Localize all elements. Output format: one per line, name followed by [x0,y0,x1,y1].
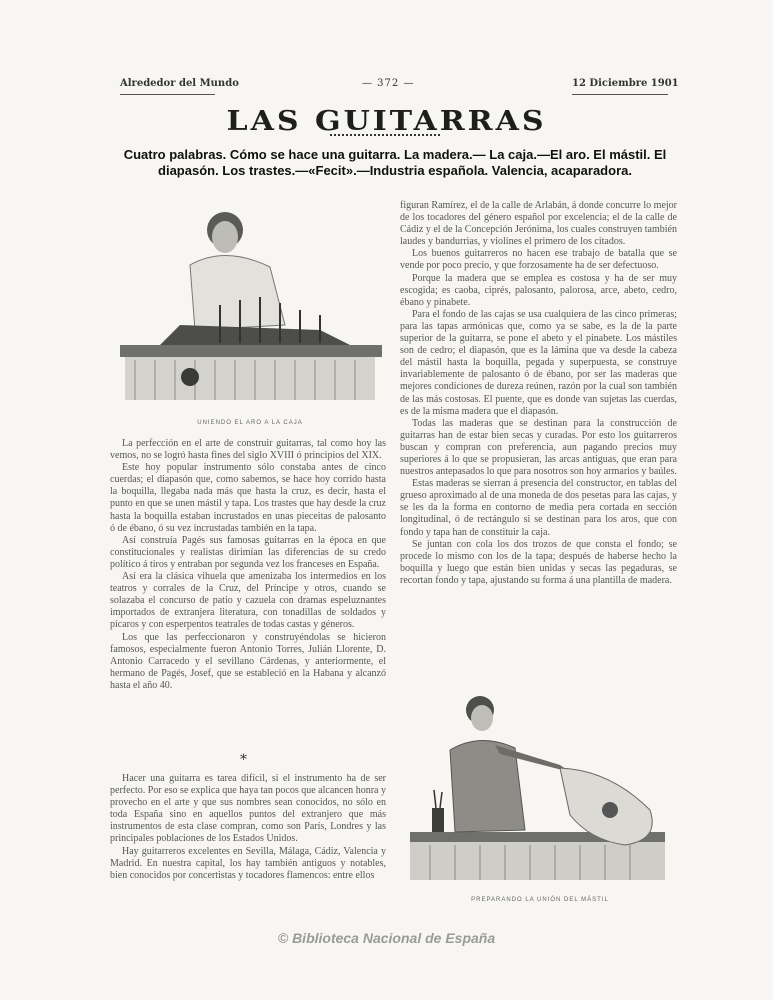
paragraph: Los buenos guitarreros no hacen ese trabajo de batalla que se vende por poco precio, y que forzosamente ha de ser defectuoso. [400,248,677,272]
header-rule-right [572,94,668,95]
article-subtitle: Cuatro palabras. Cómo se hace una guitarra. La madera.— La caja.—El aro. El mástil. El diapasón. Los trastes.—«Fecit».—Industria española. Valencia, acaparadora. [123,147,667,178]
header-rule-left [120,94,215,95]
title-divider [330,134,440,136]
paragraph: Hay guitarreros excelentes en Sevilla, Málaga, Cádiz, Valencia y Madrid. En nuestra capital, los hay también antiguos y notables, bien conocidos por concertistas y tocadores flamencos: entre ellos [110,845,386,881]
issue-date: 12 Diciembre 1901 [572,78,679,89]
left-column-bottom [110,773,386,882]
section-separator: * [240,752,247,768]
paragraph: La perfección en el arte de construir guitarras, tal como hoy las vemos, no se logró hasta fines del siglo XVIII ó principios del XIX. [110,438,386,462]
right-column [400,200,677,587]
paragraph: Para el fondo de las cajas se usa cualquiera de las cinco primeras; para las tapas armónicas que, como ya se sabe, es la de la parte superior de la guitarra, se pone el abeto y el pinabete. Los mástiles son de cedro; el diapasón, que es la lámina que va desde la cabeza del mástil hasta la boquilla, pegada y superpuesta, se construye invariablemente de palosanto ó de ébano, por ser las maderas que mejores condiciones de dureza reúnen, razón por la cual son también de las más costosas. El puente, que es donde van sujetas las cuerdas, es de la misma madera que el diapasón. [400,308,677,417]
article-title: LAS GUITARRAS [226,105,547,138]
paragraph: Hacer una guitarra es tarea difícil, si el instrumento ha de ser perfecto. Por eso se explica que haya tan pocos que alcancen honra y provecho en el arte y que sus nombres sean conocidos, no sólo en toda España sino en aquellos puntos del extranjero que más instrumentos de esta clase compran, como son París, Londres y las principales poblaciones de los Estados Unidos. [110,773,386,845]
copyright-watermark: © Biblioteca Nacional de España [277,930,496,946]
paragraph: figuran Ramírez, el de la calle de Arlabán, á donde concurre lo mejor de los tocadores del género español por excelencia; el de la calle de Cádiz y el de la Concepción Jerónima, los cuales construyen también laudes y bandurrias, y violines el primero de los citados. [400,200,677,248]
paragraph: Todas las maderas que se destinan para la construcción de guitarras han de estar bien secas y curadas. Por esto los guitarreros buscan y compran con preferencia, aun pagando precios muy superiores á lo que se propusieran, las arcas antiguas, que eran para nuestros antepasados lo que para nosotros son hoy armarios y baúles. [400,417,677,478]
page-number: — 372 — [362,78,415,89]
paragraph: Este hoy popular instrumento sólo constaba antes de cinco cuerdas; el diapasón que, como sabemos, se hace hoy corrido hasta la boquilla, llegaba nada más que hasta la cruz, es decir, hasta el punto en que se unen mástil y tapa. Los trastes que hay desde la cruz hasta la boquilla estaban incrustados en unas pieceitas de palosanto ó de ébano, ó su vez incrustadas también en la tapa. [110,462,386,534]
paragraph: Los que las perfeccionaron y construyéndolas se hicieron famosos, especialmente fueron Antonio Torres, Julián Llorente, D. Antonio Carracedo y el sevillano Cárdenas, y anteriormente, el hermano de Pagés, Josef, que se estableció en la Habana y alcanzó hasta el año 40. [110,631,386,691]
left-column-top [110,438,386,692]
paragraph: Así construía Pagés sus famosas guitarras en la época en que constitucionales y realistas dirimían las diferencias de su credo político á tiros y entraban por segunda vez los franceses en España. [110,534,386,570]
paragraph: Porque la madera que se emplea es costosa y ha de ser muy escogida; es caoba, ciprés, palosanto, palorosa, arce, abeto, cedro, ébano y pinabete. [400,272,677,308]
caption-fig1: UNIENDO EL ARO A LA CAJA [197,420,303,426]
illustration-neck-joint [410,690,670,885]
paragraph: Se juntan con cola los dos trozos de que consta el fondo; se procede lo mismo con los de la tapa; después de haberse hecho la boquilla y luego que están bien unidas y secas las pegaduras, se recortan fondo y tapa, ajustando su forma á una plantilla de madera. [400,538,677,586]
publication-name: Alrededor del Mundo [120,78,239,89]
illustration-joining-rim [120,205,382,405]
caption-fig2: PREPARANDO LA UNIÓN DEL MÁSTIL [471,897,609,903]
paragraph: Estas maderas se sierran á presencia del constructor, en tablas del grueso aproximado al de una moneda de dos pesetas para las cajas, y se les da la forma en contorno de media pera cortada en sección longitudinal, ó de rectángulo si se destinan para los aros, que con fondo y tapa han de constituir la caja. [400,478,677,538]
paragraph: Así era la clásica vihuela que amenizaba los intermedios en los teatros y corrales de la Cruz, del Príncipe y otros, cuando se solazaba el concurso de patio y cazuela con dramas espeluznantes importados de extranjera literatura, con tonadillas de soldados y pícaros y con esperpentos teatrales de todas castas y géneros. [110,571,386,631]
